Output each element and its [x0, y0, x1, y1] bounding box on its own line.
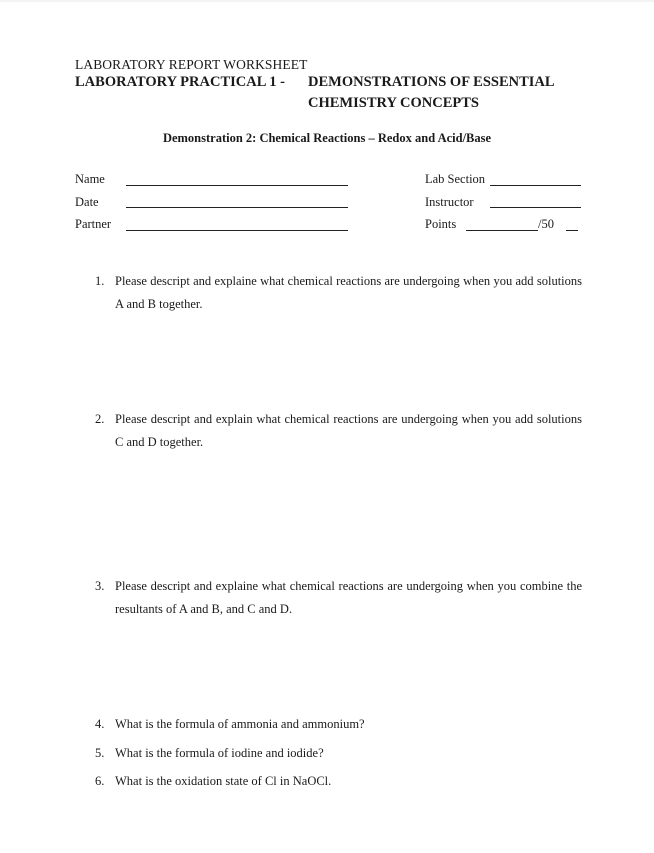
instructor-field[interactable]: [490, 207, 581, 208]
points-suffix-blank: [566, 230, 578, 231]
points-total: /50: [538, 217, 554, 231]
date-label: Date: [75, 195, 99, 209]
question-number: 4.: [95, 717, 105, 731]
points-field[interactable]: [466, 230, 538, 231]
name-label: Name: [75, 172, 105, 186]
question-text: What is the oxidation state of Cl in NaOCl.: [115, 774, 332, 788]
lab-section-label: Lab Section: [425, 172, 486, 186]
worksheet-label: LABORATORY REPORT WORKSHEET: [75, 57, 308, 72]
title-right-line1: DEMONSTRATIONS OF ESSENTIAL: [308, 74, 555, 90]
instructor-label: Instructor: [425, 195, 474, 209]
title-right: [308, 72, 555, 114]
partner-field[interactable]: [126, 230, 348, 231]
question-text: What is the formula of ammonia and ammonium?: [115, 717, 365, 731]
question-text: Please descript and explaine what chemical reactions are undergoing when you add solutions A and B together.: [115, 274, 582, 311]
question-text: What is the formula of iodine and iodide?: [115, 746, 324, 760]
points-label: Points: [425, 217, 457, 231]
question-text: Please descript and explaine what chemical reactions are undergoing when you combine the resultants of A and B, and C and D.: [115, 579, 582, 616]
date-field[interactable]: [126, 207, 348, 208]
question-number: 1.: [95, 274, 105, 288]
name-field[interactable]: [126, 185, 348, 186]
question-number: 5.: [95, 746, 105, 760]
title-right-line2: CHEMISTRY CONCEPTS: [308, 95, 479, 111]
question-number: 3.: [95, 579, 105, 593]
question-number: 6.: [95, 774, 105, 788]
lab-section-field[interactable]: [490, 185, 581, 186]
top-divider: [0, 0, 654, 2]
question-text: Please descript and explain what chemical reactions are undergoing when you add solutions C and D together.: [115, 412, 582, 449]
demonstration-subtitle: Demonstration 2: Chemical Reactions – Redox and Acid/Base: [162, 131, 492, 145]
title-left: LABORATORY PRACTICAL 1 -: [75, 74, 285, 90]
partner-label: Partner: [75, 217, 112, 231]
question-number: 2.: [95, 412, 105, 426]
